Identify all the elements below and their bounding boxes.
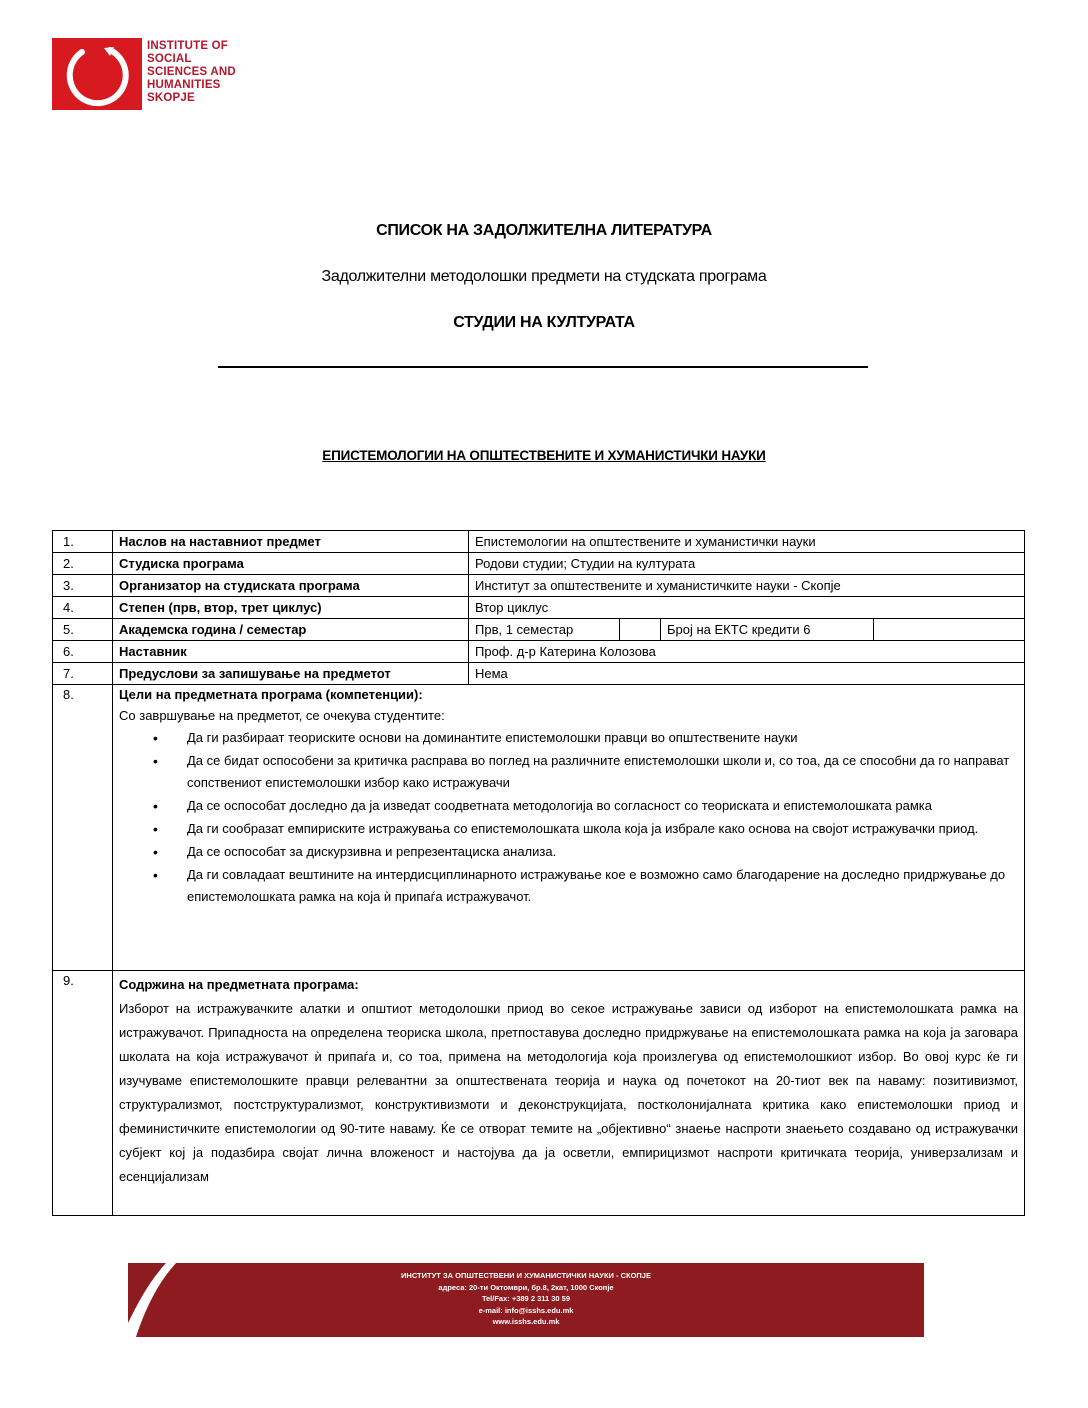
title-divider [218, 366, 868, 368]
row-label: Предуслови за запишување на предметот [113, 663, 469, 685]
logo-line: SCIENCES AND [147, 66, 236, 78]
footer-phone: Tel/Fax: +389 2 311 30 59 [481, 1294, 571, 1303]
row-number: 2. [53, 553, 113, 575]
row-value: Втор циклус [469, 597, 1025, 619]
table-row [53, 619, 1025, 641]
semester-extra [620, 619, 661, 640]
row-number: 3. [53, 575, 113, 597]
semester-ects-cell [469, 619, 1025, 641]
goal-item: • Да ги совладаат вештините на интердисциплинарното истражување кое е возможно само благодарение на доследно придржување до епистемолошката рамка на која ѝ припаѓа истражувачот. [187, 864, 1018, 909]
course-heading: ЕПИСТЕМОЛОГИИ НА ОПШТЕСТВЕНИТЕ И ХУМАНИСТИЧКИ НАУКИ [322, 448, 766, 463]
table-row [53, 575, 1025, 597]
footer-address: адреса: 20-ти Октомври, бр.8, 2кат, 1000 Скопје [438, 1282, 614, 1292]
content-title: Содржина на предметната програма: [119, 977, 359, 992]
goal-item: • Да се бидат оспособени за критичка расправа во поглед на различните епистемолошки школи и, со тоа, да се способни да го направат сопствениот епистемолошки избор како истражувачи [187, 750, 1018, 795]
table-row [53, 641, 1025, 663]
footer-contact [128, 1270, 924, 1328]
goal-item: • Да ги сообразат емпириските истражувања со епистемолошката школа која ја избрале како основа на својот истражувачки приод. [187, 818, 1018, 841]
content-row [53, 971, 1025, 1216]
row-number: 6. [53, 641, 113, 663]
semester-value: Прв, 1 семестар [469, 619, 620, 640]
row-value: Родови студии; Студии на културата [469, 553, 1025, 575]
ects-credits: Број на ЕКТС кредити 6 [661, 619, 874, 640]
footer-banner [128, 1263, 924, 1337]
row-label: Студиска програма [113, 553, 469, 575]
goals-cell [113, 685, 1025, 971]
row-number: 5. [53, 619, 113, 641]
row-value: Институт за општествените и хуманистичките науки - Скопје [469, 575, 1025, 597]
institute-logo [50, 38, 250, 110]
row-label: Академска година / семестар [113, 619, 469, 641]
content-cell [113, 971, 1025, 1216]
row-number: 4. [53, 597, 113, 619]
goals-intro: Со завршување на предметот, се очекува студентите: [119, 708, 445, 723]
row-number: 9. [53, 971, 113, 1216]
row-number: 1. [53, 531, 113, 553]
goals-list [119, 727, 1018, 909]
row-number: 8. [53, 685, 113, 971]
row-number: 7. [53, 663, 113, 685]
goals-row [53, 685, 1025, 971]
row-label: Степен (прв, втор, трет циклус) [113, 597, 469, 619]
table-row [53, 553, 1025, 575]
logo-ring-icon [52, 38, 142, 110]
content-text: Изборот на истражувачките алатки и општиот методолошки приод во секое истражување зависи од изборот на епистемолошката рамка на истражувачот. Припадноста на определена теориска школа, претпоставува доследно придржување на епистемолошката рамка на која ја заговара школата на која истражувачот ѝ припаѓа и, со тоа, примена на методологија која произлегува од епистемолошкиот избор. Во овој курс ќе ги изучуваме епистемолошките правци релевантни за општествената теорија и наука од почетокот на 20-тиот век па наваму: позитивизмот, структурализмот, постструктурализмот, конструктивизмоти и деконструкцијата, постколонијалната критика како епистемолошки приод и феминистичките епистемологии од 90-тите наваму. Ќе се отворат темите на „објективно“ знаење наспроти знаењето создавано од истражувачки субјект кој ја подазбира својат лична вложеност и настојува да ја осветли, емпирицизмот наспроти критичката теорија, универзализам и есенцијализам [119, 1001, 1018, 1184]
row-value: Епистемологии на општествените и хуманистички науки [469, 531, 1025, 553]
course-info-table [52, 530, 1025, 1216]
table-row [53, 663, 1025, 685]
table-row [53, 597, 1025, 619]
logo-line: HUMANITIES [147, 79, 221, 91]
logo-text [147, 40, 236, 105]
footer-email: e-mail: info@isshs.edu.mk [478, 1305, 574, 1315]
logo-line: SKOPJE [147, 92, 195, 104]
goals-title: Цели на предметната програма (компетенции): [119, 687, 423, 702]
logo-line: SOCIAL [147, 53, 192, 65]
row-value: Нема [469, 663, 1025, 685]
row-label: Наслов на наставниот предмет [113, 531, 469, 553]
table-row [53, 531, 1025, 553]
goal-item: • Да се оспособат за дискурзивна и репрезентациска анализа. [187, 841, 1018, 864]
ects-extra [874, 619, 1024, 640]
row-value: Проф. д-р Катерина Колозова [469, 641, 1025, 663]
goal-item: • Да се оспособат доследно да ја изведат соодветната методологија во согласност со теориската и епистемолошката рамка [187, 795, 1018, 818]
document-subtitle: Задолжителни методолошки предмети на студската програма [321, 268, 767, 285]
program-title: СТУДИИ НА КУЛТУРАТА [453, 314, 635, 331]
row-label: Наставник [113, 641, 469, 663]
footer-website: www.isshs.edu.mk [492, 1317, 560, 1326]
document-title: СПИСОК НА ЗАДОЛЖИТЕЛНА ЛИТЕРАТУРА [376, 222, 712, 239]
goal-item: • Да ги разбираат теориските основи на доминантите епистемолошки правци во општествените науки [187, 727, 1018, 750]
footer-institute-name: ИНСТИТУТ ЗА ОПШТЕСТВЕНИ И ХУМАНИСТИЧКИ НАУКИ - СКОПЈЕ [401, 1271, 651, 1280]
row-label: Организатор на студиската програма [113, 575, 469, 597]
logo-line: INSTITUTE OF [147, 40, 228, 52]
